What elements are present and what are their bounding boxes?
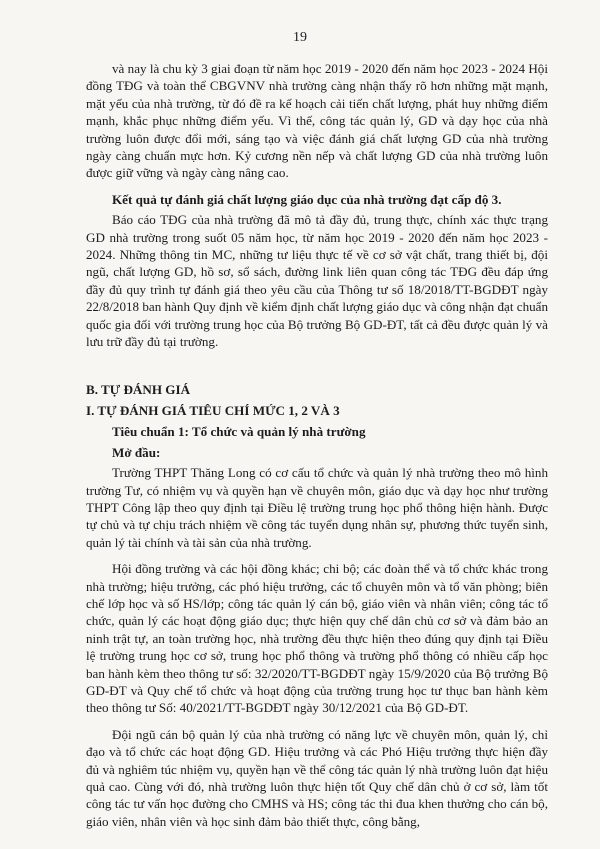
document-body [86, 60, 548, 830]
page-number: 19 [293, 30, 307, 45]
paragraph-management-staff: Đội ngũ cán bộ quản lý của nhà trường có năng lực về chuyên môn, quản lý, chỉ đạo và tổ chức các hoạt động GD. Hiệu trưởng và các Phó Hiệu trưởng thực hiện đầy đủ và nghiêm túc nhiệm vụ, quyền hạn về thể công tác quản lý nhà trường luôn đạt hiệu quả cao. Cùng với đó, nhà trường luôn thực hiện tốt Quy chế dân chủ ở cơ sở, làm tốt công tác tư vấn học đường cho CMHS và HS; công tác thi đua khen thưởng cho cán bộ, giáo viên, nhân viên và học sinh đảm bảo thiết thực, công bằng, [86, 726, 548, 829]
intro-heading: Mở đầu: [112, 444, 161, 460]
standard-1-heading: Tiêu chuẩn 1: Tổ chức và quản lý nhà trường [112, 424, 366, 440]
paragraph-councils: Hội đồng trường và các hội đồng khác; chi bộ; các đoàn thể và tổ chức khác trong nhà trường; hiệu trưởng, các phó hiệu trưởng, các tổ chuyên môn và tổ văn phòng; biên chế lớp học và số HS/lớp; công tác quản lý cán bộ, giáo viên và nhân viên; công tác tổ chức, quản lý các hoạt động giáo dục; thực hiện quy chế dân chủ cơ sở và đảm bảo an ninh trật tự, an toàn trường học, nhà trường đều thực hiện theo đúng quy định tại Điều lệ trường trung học cơ sở, trung học phổ thông và trường phổ thông có nhiều cấp học ban hành kèm theo thông tư số: 32/2020/TT-BGDĐT ngày 15/9/2020 của Bộ trưởng Bộ GD-ĐT và Quy chế tổ chức và hoạt động của trường trung học tư thục ban hành kèm theo thông tư Số: 40/2021/TT-BGDĐT ngày 30/12/2021 của Bộ GD-ĐT. [86, 561, 548, 716]
section-i-heading: I. TỰ ĐÁNH GIÁ TIÊU CHÍ MỨC 1, 2 VÀ 3 [86, 402, 340, 418]
paragraph-report-summary: Báo cáo TĐG của nhà trường đã mô tả đầy đủ, trung thực, chính xác thực trạng GD nhà trường trong suốt 05 năm học, từ năm học 2019 - 2020 đến năm học 2023 - 2024. Những thông tin MC, những tư liệu thực tế về cơ sở vật chất, trang thiết bị, đội ngũ, chất lượng GD, hồ sơ, sổ sách, đường link liên quan công tác TĐG đều đáp ứng đầy đủ quy trình tự đánh giá theo yêu cầu của Thông tư số 18/2018/TT-BGDĐT ngày 22/8/2018 ban hành Quy định về kiểm định chất lượng giáo dục và công nhận đạt chuẩn quốc gia đối với trường trung học của Bộ trưởng Bộ GD-ĐT, tất cả đều được quản lý và lưu trữ đầy đủ tại trường. [86, 212, 549, 350]
paragraph-continuation: và nay là chu kỳ 3 giai đoạn từ năm học 2019 - 2020 đến năm học 2023 - 2024 Hội đồng TĐG và toàn thể CBGVNV nhà trường càng nhận thấy rõ hơn những mặt mạnh, mặt yếu của nhà trường, từ đó đề ra kế hoạch cải tiến chất lượng, phát huy những điểm mạnh, khắc phục những điểm yếu. Vì thế, công tác quản lý, GD và dạy học của nhà trường luôn được đổi mới, sáng tạo và việc đánh giá chất lượng GD của nhà trường ngày càng chuẩn mực hơn. Kỷ cương nền nếp và chất lượng GD của nhà trường luôn được giữ vững và ngày càng nâng cao. [86, 61, 548, 181]
paragraph-school-structure: Trường THPT Thăng Long có cơ cấu tổ chức và quản lý nhà trường theo mô hình trường Tư, có nhiệm vụ và quyền hạn về chuyên môn, giáo dục và dạy học như trường THPT Công lập theo quy định tại Điều lệ trường trung học phổ thông hiện hành. Được tự chủ và tự chịu trách nhiệm về công tác tuyển dụng nhân sự, phương thức tuyển sinh, quản lý tài chính và tài sản của nhà trường. [86, 465, 548, 550]
result-heading: Kết quả tự đánh giá chất lượng giáo dục của nhà trường đạt cấp độ 3. [112, 191, 502, 207]
section-b-heading: B. TỰ ĐÁNH GIÁ [86, 381, 191, 397]
